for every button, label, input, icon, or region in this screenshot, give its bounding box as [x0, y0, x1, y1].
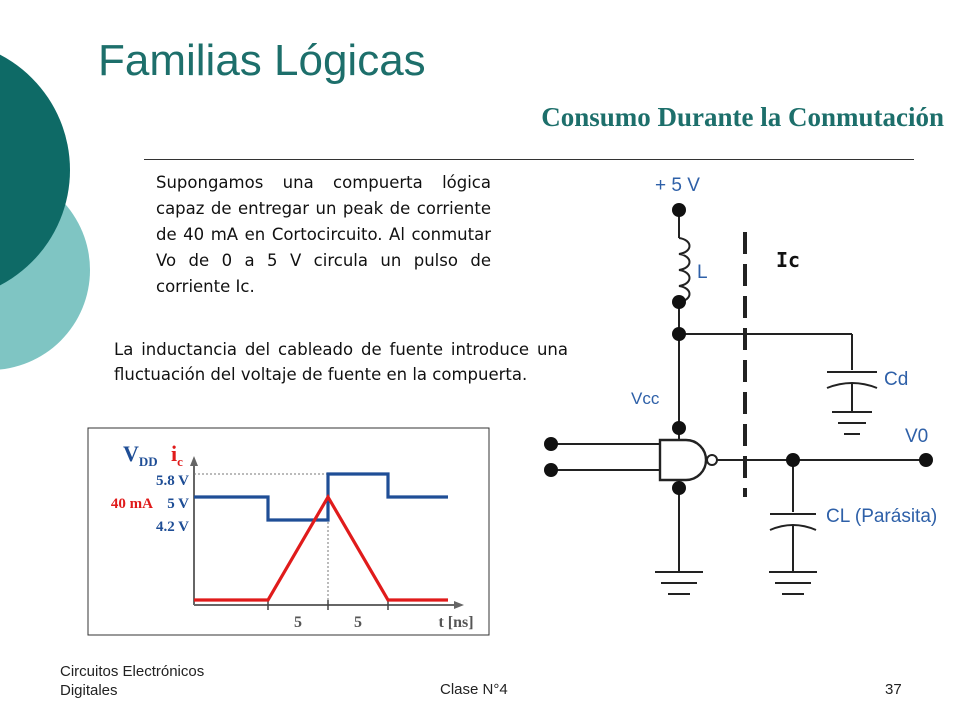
current-label: Ic	[776, 248, 801, 272]
cd-label: Cd	[884, 369, 909, 390]
label-5-8v: 5.8 V	[155, 473, 189, 489]
footer-course: Circuitos Electrónicos Digitales	[60, 663, 205, 699]
tick-label-5b: 5	[354, 614, 362, 631]
node-output	[786, 453, 800, 467]
label-5v: 5 V	[167, 496, 189, 512]
node-supply	[672, 203, 686, 217]
label-4-2v: 4.2 V	[155, 519, 189, 535]
vdd-axis-label: $V_{DD}$	[123, 441, 158, 469]
nand-gate	[660, 440, 706, 480]
vcc-label: Vcc	[631, 389, 660, 408]
intro-paragraph: Supongamos una compuerta lógica capaz de entregar un peak de corriente de 40 mA en Cortocircuito. Al conmutar Vo de 0 a 5 V circula un pulso de corriente Ic.	[156, 173, 491, 296]
slide-title: Familias Lógicas	[98, 36, 426, 85]
ic-axis-label: $i_c$	[171, 441, 183, 469]
waveform-plot	[88, 428, 489, 635]
node-input-a	[544, 437, 558, 451]
node-gate-vcc	[672, 421, 686, 435]
circuit-schematic	[551, 175, 937, 594]
node-v0	[919, 453, 933, 467]
time-axis-label: t [ns]	[438, 614, 474, 631]
tick-label-5a: 5	[294, 614, 302, 631]
nand-bubble	[707, 455, 717, 465]
label-40ma: 40 mA	[110, 496, 153, 512]
inductance-paragraph: La inductancia del cableado de fuente introduce una fluctuación del voltaje de fuente en la compuerta.	[114, 340, 568, 384]
output-label: V0	[905, 426, 929, 447]
node-inductor-bottom	[672, 295, 686, 309]
footer-class: Clase N°4	[440, 681, 508, 698]
slide-subtitle: Consumo Durante la Conmutación	[541, 102, 944, 132]
inductor-coil	[679, 238, 690, 302]
inductor-label: L	[697, 262, 708, 283]
circuit-nodes	[544, 203, 933, 495]
supply-label: + 5 V	[655, 175, 700, 196]
node-gate-gnd	[672, 481, 686, 495]
node-input-b	[544, 463, 558, 477]
node-vcc	[672, 327, 686, 341]
cl-label: CL (Parásita)	[826, 506, 938, 527]
footer-page-number: 37	[885, 681, 902, 698]
